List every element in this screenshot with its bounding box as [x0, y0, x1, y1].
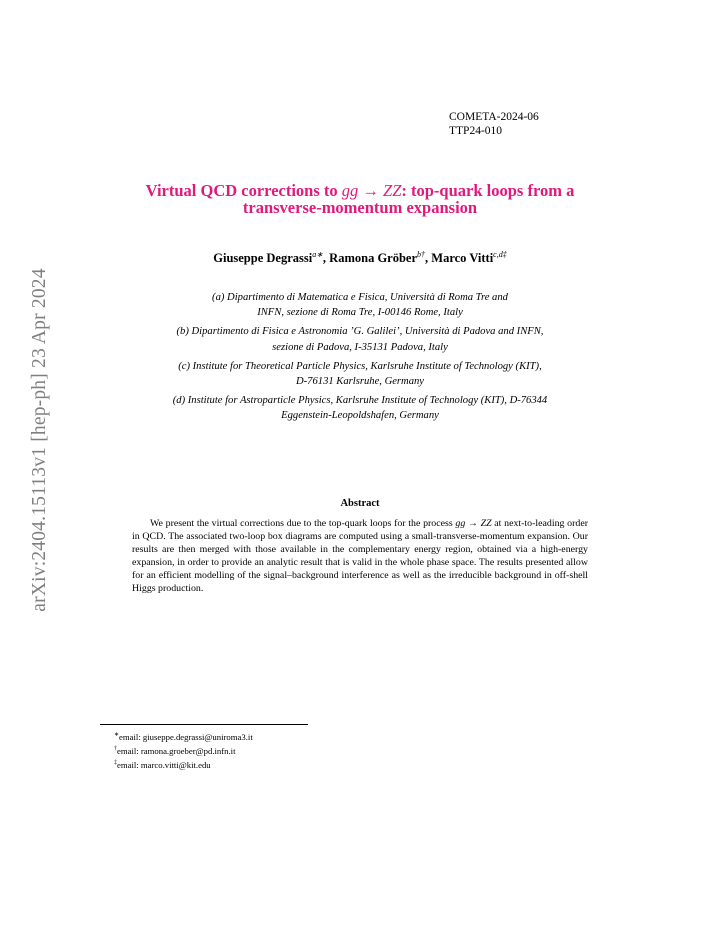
author-list	[60, 250, 660, 266]
footnote-text: email: ramona.groeber@pd.infn.it	[117, 745, 236, 756]
footnote-mark: †	[114, 745, 117, 752]
footnotes	[114, 729, 253, 771]
title-line-1	[80, 182, 640, 199]
report-number: TTP24-010	[449, 125, 503, 137]
title-process-math: gg → ZZ	[341, 181, 402, 200]
affiliation-line: (b) Dipartimento di Fisica e Astronomia ’G. Galilei’, Università di Padova and INFN,	[176, 326, 544, 338]
arxiv-identifier-stamp: arXiv:2404.15113v1 [hep-ph] 23 Apr 2024	[29, 268, 50, 612]
affiliation-item	[80, 290, 640, 321]
author-name: Giuseppe Degrassi	[213, 251, 313, 266]
abstract-heading: Abstract	[340, 498, 380, 509]
affiliation-line: (a) Dipartimento di Matematica e Fisica, Università di Roma Tre and	[212, 292, 508, 303]
author-affiliation-mark: b†	[417, 250, 426, 259]
author-name: Ramona Gröber	[329, 251, 418, 266]
affiliation-line: sezione di Padova, I-35131 Padova, Italy	[272, 341, 448, 353]
author-name: Marco Vitti	[431, 251, 494, 266]
footnote-text: email: giuseppe.degrassi@uniroma3.it	[119, 731, 253, 742]
footnote-mark: ‡	[114, 759, 117, 766]
report-numbers	[449, 110, 539, 138]
title-text: : top-quark loops from a	[401, 181, 575, 200]
affiliation-item	[80, 324, 640, 355]
title-text: Virtual QCD corrections to	[145, 181, 342, 200]
affiliation-line: INFN, sezione di Roma Tre, I-00146 Rome, Italy	[257, 307, 463, 319]
footnote-mark: ∗	[114, 732, 120, 738]
affiliation-item	[80, 359, 640, 390]
title-line-2: transverse-momentum expansion	[242, 198, 478, 217]
affiliations	[80, 290, 640, 427]
affiliation-item	[80, 393, 640, 424]
report-number: COMETA-2024-06	[449, 111, 539, 123]
footnote-divider	[100, 724, 308, 725]
footnote-item	[114, 729, 253, 743]
author-affiliation-mark: a∗	[312, 250, 323, 259]
author-separator: ,	[425, 251, 432, 266]
author-affiliation-mark: c,d‡	[493, 250, 507, 259]
affiliation-line: Eggenstein-Leopoldshafen, Germany	[281, 410, 439, 422]
footnote-item	[114, 743, 253, 757]
footnote-text: email: marco.vitti@kit.edu	[117, 759, 211, 770]
abstract-process-math: gg → ZZ	[455, 518, 492, 529]
footnote-item	[114, 757, 253, 771]
abstract-text-part: at next-to-leading order in QCD. The associated two-loop box diagrams are computed using a small-transverse-momentum expansion. Our results are then merged with those available in the complementary energy region, obtained via a high-energy expansion, in order to provide an analytic result that is valid in the whole phase space. The results presented allow for an efficient modelling of the signal–background interference as well as the irreducible background in off-shell Higgs production.	[132, 518, 589, 594]
affiliation-line: (c) Institute for Theoretical Particle Physics, Karlsruhe Institute of Technology (KIT),	[178, 360, 542, 372]
abstract-text-part: We present the virtual corrections due to the top-quark loops for the process	[150, 518, 456, 529]
affiliation-line: D-76131 Karlsruhe, Germany	[296, 376, 424, 388]
paper-title	[80, 182, 640, 216]
abstract-text	[132, 518, 588, 595]
affiliation-line: (d) Institute for Astroparticle Physics, Karlsruhe Institute of Technology (KIT), D-76344	[172, 394, 548, 406]
author-separator: ,	[322, 251, 330, 266]
